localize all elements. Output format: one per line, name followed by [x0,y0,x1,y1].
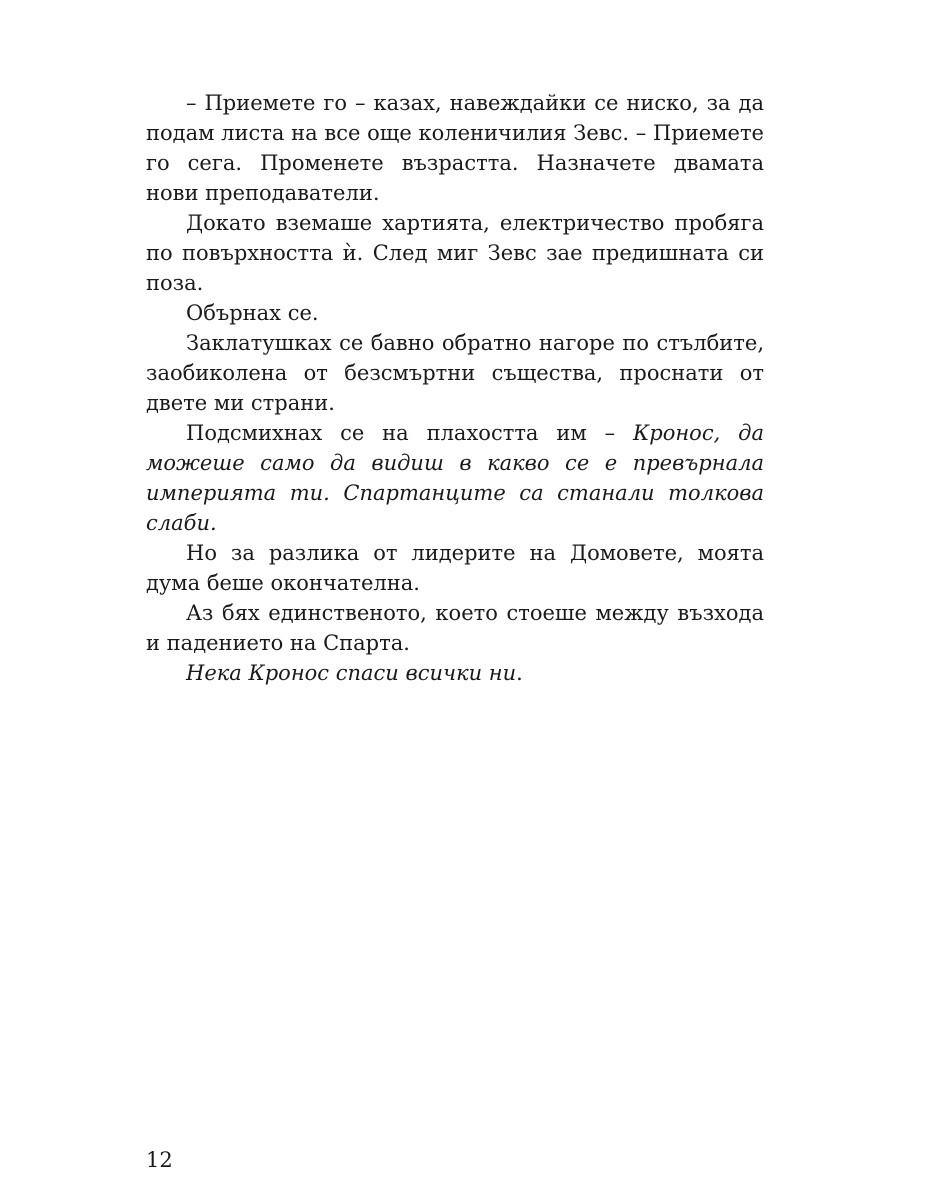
paragraph-5 [146,418,764,538]
paragraph-4 [146,328,764,418]
paragraph-8-text: . [516,661,523,685]
paragraph-4-text: Заклатушках се бавно обратно нагоре по стълбите, заобиколена от безсмъртни същества, проснати от двете ми страни. [146,331,764,415]
page-number: 12 [146,1148,173,1172]
paragraph-2-text: Докато вземаше хартията, електричество пробягa по повърхността ѝ. След миг Зевс зае предишната си поза. [146,211,764,295]
paragraph-1 [146,88,764,208]
paragraph-8-italic-text: Нека Кронос спаси всички ни [186,661,517,685]
paragraph-7-text: Аз бях единственото, което стоеше между възхода и падението на Спарта. [146,601,764,655]
paragraph-5-italic-text: Кронос, да можеше само да видиш в какво се е превърнала империята ти. Спартанците са станали толкова слаби. [146,421,764,535]
paragraph-8 [146,658,764,688]
paragraph-7 [146,598,764,658]
paragraph-2 [146,208,764,298]
paragraph-5-text: Подсмихнах се на плахостта им – [186,421,633,445]
paragraph-6 [146,538,764,598]
body-text [146,88,764,688]
paragraph-6-text: Но за разлика от лидерите на Домовете, моята дума беше окончателна. [146,541,764,595]
paragraph-1-text: – Приемете го – казах, навеждайки се ниско, за да подам листа на все още коленичилия Зевс. – Приемете го сега. Променете възрастта. Назначете двамата нови преподаватели. [146,91,764,205]
paragraph-3 [146,298,764,328]
paragraph-3-text: Обърнах се. [186,301,319,325]
